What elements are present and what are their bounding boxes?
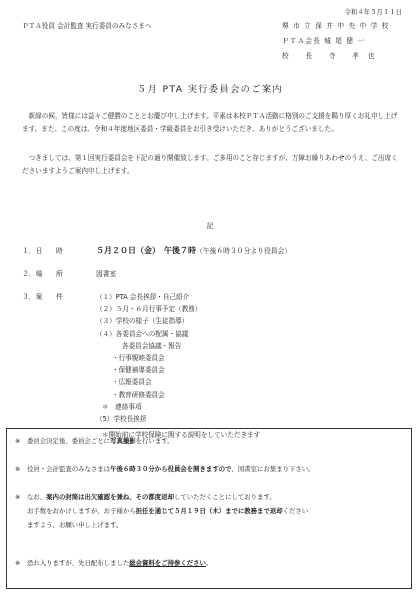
return-deadline-emphasis: 担任を通じて５月１９日（木）までに教務まで返却 [135,507,283,515]
agenda-item-5: （5）学校長挨拶 [96,415,147,423]
agenda-label: ３．案 件 [22,293,63,301]
officers-emphasis: 午後６時３０分から役員会を開きますので [110,465,232,473]
document-date: 令和４年５月１１日 [344,8,402,16]
note-envelope: ※ なお、案内の封筒は出欠確認を兼ね、その都度返却していただくことにしております。 [15,491,276,504]
sender-principal: 校 長 寺 孝 也 [282,52,376,60]
agenda-committee-1: ・行事親睦委員会 [112,354,165,362]
agenda-item-2: （２）５月・６月行事予定（教務） [96,305,202,314]
date-value: ５月２０日（金） 午後７時 [96,246,196,255]
note-photo: ※ 委員会決定後、委員会ごとに写真撮影を行います。 [15,435,173,448]
invitation-paragraph: つきましては、第１回実行委員会を下記の通り開催致します。ご多用のこと存じますが、万障お繰りあわせのうえ、ご出席くださいますようご案内申し上げます。 [22,154,398,175]
agenda-item-4: （４）各委員会への配属・協議 [96,329,189,338]
place-value: 図書室 [96,270,117,278]
agenda-committee-4: ・教育研修委員会 [112,390,165,399]
note-mark: ※ [15,493,21,501]
note-mark: ※ [15,465,21,473]
place-label: ２．場 所 [22,270,63,278]
note-envelope-line3: ますよう、お願い申し上げます。 [27,521,123,529]
note-officers: ※ 役員・会計監査のみなさまは午後６時３０分から役員会を開きますので、図書室にお集まり下さい。 [15,463,315,476]
materials-emphasis: 総会資料をご持参ください [129,559,206,567]
date-label: １．日 時 [22,247,63,255]
addressee: ＰＴＡ役員 会計監査 実行委員のみなさまへ [22,22,152,30]
note-materials: ※ 恐れ入りますが、先日配布しました総会資料をご持参ください。 [15,557,212,570]
note-mark: ※ [15,559,21,567]
note-envelope-line2: お手数をおかけしますが、お子様から担任を通じて５月１９日（木）までに教務まで返却ください [27,507,309,515]
agenda-committee-2: ・保健補導委員会 [112,366,165,375]
agenda-committee-3: ・広報委員会 [112,378,152,387]
agenda-item-3: （３）学校の様子（生徒指導） [96,317,189,326]
agenda-notice: ＊ 連絡事項 [102,402,142,411]
photo-emphasis: 写真撮影 [110,437,136,445]
note-mark: ※ [15,437,21,445]
envelope-emphasis: 案内の封筒は出欠確認を兼ね、その都度返却 [46,493,174,501]
date-row [96,246,291,257]
document-title: ５月 PTA 実行委員会のご案内 [136,84,284,95]
agenda-footnote: ＊開始前に学校保険に関する説明をしていただきます [102,431,261,440]
ki-heading: 記 [206,222,214,230]
sender-school: 堺 市 立 深 井 中 央 中 学 校 [282,22,390,30]
date-note: （午後６時３０分より役員会） [196,247,292,255]
agenda-item-1: （１）PTA 会長挨拶・自己紹介 [96,293,190,301]
notes-box [6,428,412,589]
greeting-paragraph: 新緑の候，皆様には益々ご健勝のこととお慶び申し上げます。平素は本校ＰＴＡ活動に格別のご支援を賜り厚くお礼申し上げます。また、この度は、令和４年度地区委員・学級委員をお引き受けいただき、ありがとうございました。 [22,112,398,133]
sender-pta-president: ＰＴＡ会長 城 尾 健 一 [282,37,366,45]
agenda-subitem-report: 各委員会協議・報告 [122,341,182,350]
